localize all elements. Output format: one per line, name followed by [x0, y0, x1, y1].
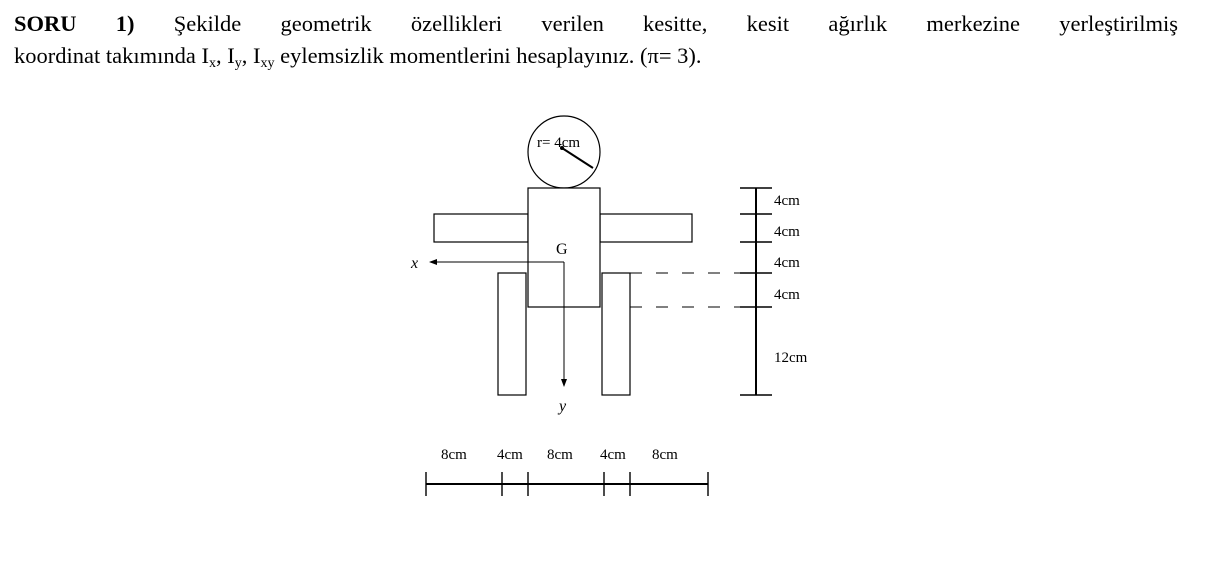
separator-2: , I — [241, 43, 261, 68]
head-circle — [528, 116, 600, 188]
subscript-xy: xy — [260, 56, 275, 71]
vertical-dim-label: 4cm — [774, 224, 800, 240]
vertical-dim-label: 4cm — [774, 255, 800, 271]
y-axis-label: y — [559, 398, 567, 415]
horizontal-dim-label: 8cm — [441, 447, 467, 463]
left-arm — [434, 214, 528, 242]
horizontal-dim-label: 8cm — [547, 447, 573, 463]
horizontal-dim-label: 4cm — [600, 447, 626, 463]
subscript-y: y — [234, 56, 242, 71]
left-leg — [498, 273, 526, 395]
vertical-dim-label: 4cm — [774, 193, 800, 209]
right-arm — [600, 214, 692, 242]
question-line-2-end: eylemsizlik momentlerini hesaplayınız. (π= 3). — [274, 43, 702, 68]
right-leg — [602, 273, 630, 395]
question-label: SORU 1) — [14, 11, 135, 36]
subscript-x: x — [208, 56, 216, 71]
horizontal-dim-label: 8cm — [652, 447, 678, 463]
radius-line — [562, 148, 593, 168]
x-axis-label: x — [411, 255, 419, 272]
question-line-1-text: Şekilde geometrik özellikleri verilen kesitte, kesit ağırlık merkezine yerleştirilmiş — [173, 11, 1178, 36]
centroid-label: G — [556, 241, 568, 258]
horizontal-dim-label: 4cm — [497, 447, 523, 463]
vertical-dim-label: 12cm — [774, 350, 808, 366]
question-line-2-start: koordinat takımında I — [14, 43, 209, 68]
separator-1: , I — [215, 43, 235, 68]
radius-label: r= 4cm — [537, 135, 581, 151]
vertical-dim-label: 4cm — [774, 287, 800, 303]
